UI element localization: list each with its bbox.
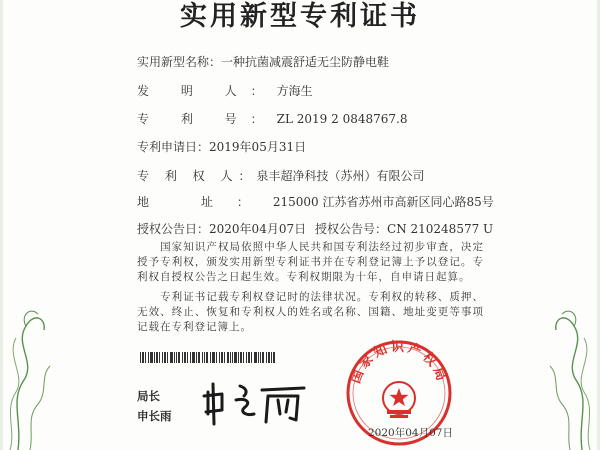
utility-name-field [137, 54, 389, 70]
grant-paragraph: 国家知识产权局依照中华人民共和国专利法经过初步审查，决定授予专利权，颁发实用新型专利证书并在专利登记簿上予以登记。专利权自授权公告之日起生效。专利权期限为十年，自申请日起算。 [137, 241, 484, 283]
grant-statement [137, 240, 484, 285]
grant-number-field [315, 221, 493, 237]
inventor-label: 发 明 人： [137, 84, 277, 98]
certificate-title: 实用新型专利证书 [180, 1, 420, 32]
filing-date-value: 2019年05月31日 [209, 140, 307, 154]
legal-status-statement [137, 290, 484, 335]
grant-date-label: 授权公告日： [137, 222, 210, 236]
inventor-value: 方海生 [276, 84, 313, 98]
director-name: 申长雨 [137, 409, 172, 423]
patent-number-field [137, 111, 407, 127]
utility-name-label: 实用新型名称： [137, 55, 222, 69]
inventor-field [137, 83, 313, 99]
barcode [140, 352, 275, 363]
legal-status-paragraph: 专利证书记载专利权登记时的法律状况。专利权的转移、质押、无效、终止、恢复和专利权人的姓名或名称、国籍、地址变更等事项记载在专利登记簿上。 [137, 291, 484, 333]
grant-number-value: CN 210248577 U [387, 222, 494, 236]
address-value: 215000 江苏省苏州市高新区同心路85号 [272, 195, 494, 209]
grant-number-label: 授权公告号： [315, 222, 388, 236]
director-signature [200, 378, 310, 426]
patentee-value: 泉丰超净科技（苏州）有限公司 [256, 169, 425, 183]
patent-number-value: ZL 2019 2 0848767.8 [276, 112, 408, 126]
patentee-label: 专 利 权 人： [137, 169, 257, 183]
decorative-border-left [0, 0, 100, 450]
seal-date: 2020年04月07日 [368, 427, 453, 439]
patent-number-label: 专 利 号： [137, 112, 277, 126]
utility-name-value: 一种抗菌减震舒适无尘防静电鞋 [221, 55, 390, 69]
patentee-field [137, 168, 424, 184]
seal-text: 国家知识产权局 [348, 340, 450, 386]
filing-date-field [137, 139, 306, 155]
grant-date-field [137, 221, 306, 237]
decorative-border-right [500, 0, 600, 450]
filing-date-label: 专利申请日： [137, 140, 210, 154]
address-field [137, 194, 494, 210]
address-label: 地 址： [137, 195, 273, 209]
grant-date-value: 2020年04月07日 [209, 222, 307, 236]
director-title: 局长 [137, 389, 160, 403]
svg-text:国家知识产权局 [348, 339, 450, 386]
